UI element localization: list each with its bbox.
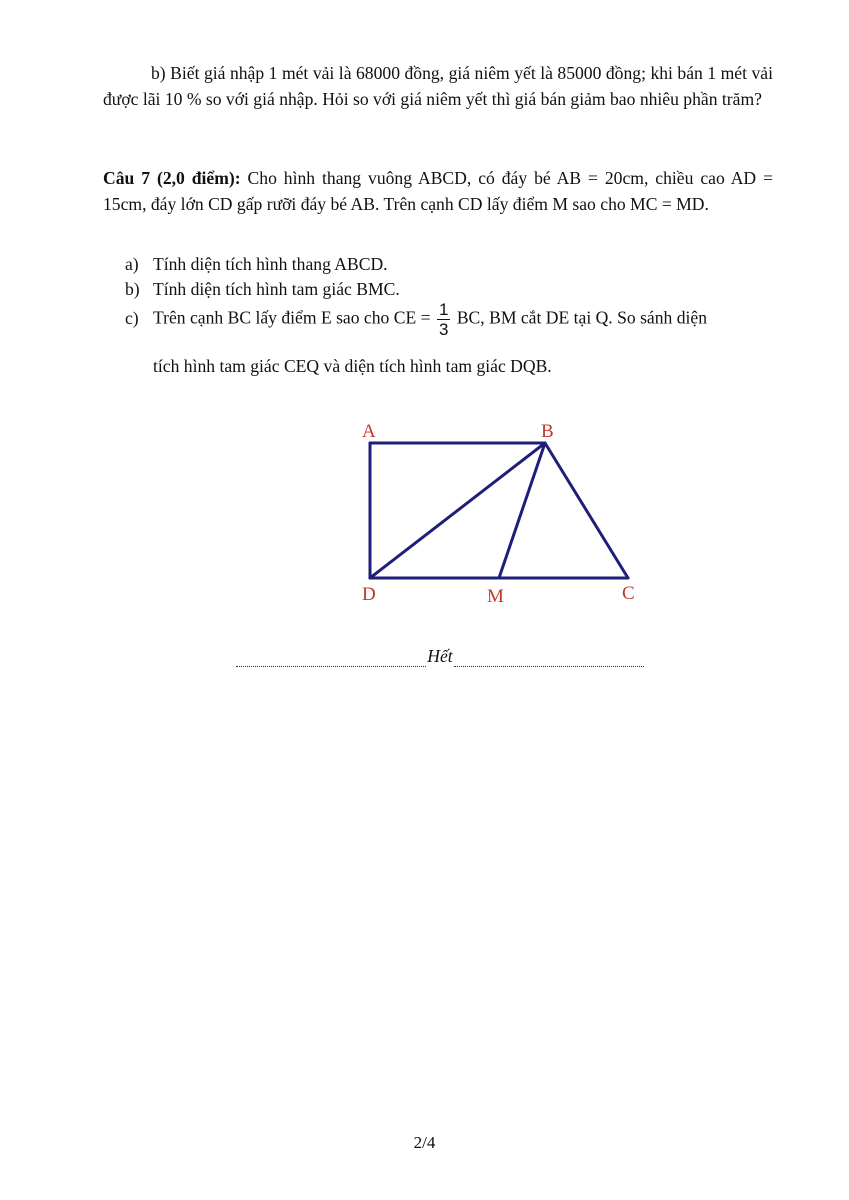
item-c-continuation-text: tích hình tam giác CEQ và diện tích hình tam giác DQB. — [153, 356, 552, 376]
part-b-text: b) Biết giá nhập 1 mét vải là 68000 đồng, giá niêm yết là 85000 đồng; khi bán 1 mét vải được lãi 10 % so với giá nhập. Hỏi so với giá niêm yết thì giá bán giảm bao nhiêu phần trăm? — [103, 63, 773, 109]
label-m: M — [487, 586, 504, 607]
fraction-numerator: 1 — [438, 300, 449, 319]
label-c: C — [622, 583, 635, 604]
segment-bm — [499, 443, 545, 578]
item-marker: b) — [125, 279, 140, 299]
label-a: A — [362, 421, 376, 442]
label-b: B — [541, 421, 554, 442]
item-marker: c) — [125, 307, 139, 328]
label-d: D — [362, 584, 376, 605]
item-text: Tính diện tích hình thang ABCD. — [153, 254, 388, 274]
segment-bc — [545, 443, 628, 578]
item-text-before: Trên cạnh BC lấy điểm E sao cho CE = — [153, 307, 435, 328]
item-marker: a) — [125, 254, 139, 274]
page-number: 2/4 — [413, 1133, 436, 1152]
end-line — [236, 646, 644, 667]
question-7-heading: Câu 7 (2,0 điểm): — [103, 168, 241, 188]
question-7-intro: Cho hình thang vuông ABCD, có đáy bé AB = 20cm, chiều cao AD = 15cm, đáy lớn CD gấp rưỡi đáy bé AB. Trên cạnh CD lấy điểm M sao cho MC = MD. — [103, 168, 773, 214]
fraction-denominator: 3 — [438, 320, 449, 339]
dotted-leader-left — [236, 650, 426, 667]
item-text-after: BC, BM cắt DE tại Q. So sánh diện — [452, 307, 708, 328]
segment-bd — [370, 443, 545, 578]
dotted-leader-right — [454, 650, 644, 667]
end-word: Hết — [427, 646, 453, 666]
item-text: Tính diện tích hình tam giác BMC. — [153, 279, 400, 299]
